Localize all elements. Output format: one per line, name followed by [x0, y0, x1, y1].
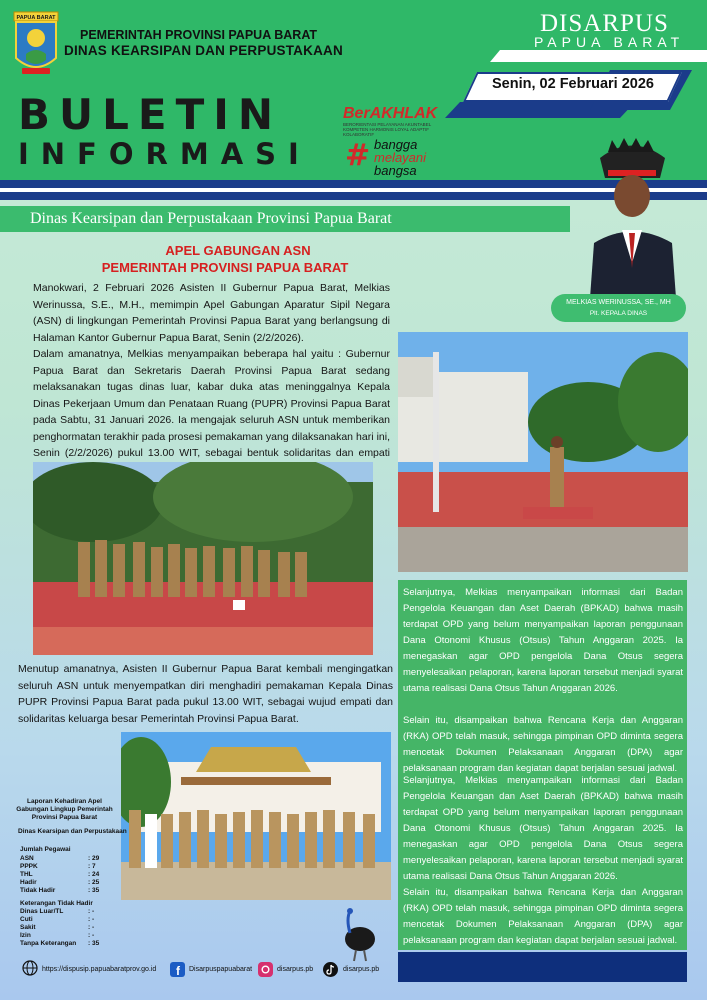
papua-barat-emblem-logo — [12, 10, 60, 80]
website-link[interactable]: https://dispusip.papuabaratprov.go.id — [42, 966, 157, 973]
article-headline-line2: PEMERINTAH PROVINSI PAPUA BARAT — [101, 260, 349, 275]
ceremony-group-photo — [33, 462, 373, 655]
footer-accent-bar — [398, 952, 687, 982]
report-label: Tidak Hadir — [20, 887, 56, 894]
article-paragraph: Manokwari, 2 Februari 2026 Asisten II Gubernur Papua Barat, Melkias Werinussa, S.E., M.H., memimpin Apel Gabungan Aparatur Sipil Negara (ASN) di lingkungan Pemerintah Provinsi Papua Barat yang berlangsung di Halaman Kantor Gubernur Papua Barat, Senin (2/2/2026). — [33, 282, 390, 344]
report-label: Cuti — [20, 916, 33, 923]
report-absence-header: Keterangan Tidak Hadir — [20, 900, 93, 907]
report-value: : - — [88, 924, 95, 931]
instagram-icon — [258, 962, 273, 977]
report-value: : 35 — [88, 940, 100, 947]
report-value: : - — [88, 916, 95, 923]
report-value: : 25 — [88, 879, 100, 886]
report-value: : 24 — [88, 871, 100, 878]
report-label: Izin — [20, 932, 31, 939]
report-label: Dinas Luar/TL — [20, 908, 64, 915]
info-paragraph: Selain itu, disampaikan bahwa Rencana Kerja dan Anggaran (RKA) OPD telah masuk, sehingga pimpinan OPD diminta segera mencetak Dokumen Pelaksanaan Anggaran (DPA) agar pelaksanaan program dan kegiatan dapat berjalan sesuai jadwal. — [403, 715, 683, 774]
tiktok-icon — [323, 962, 338, 977]
brand-disarpus: DISARPUS — [540, 10, 669, 37]
report-label: Hadir — [20, 879, 37, 886]
bmb-word-melayani: melayani — [374, 150, 427, 165]
report-value: : 35 — [88, 887, 100, 894]
report-title-line1: Laporan Kehadiran Apel — [27, 798, 102, 805]
subtitle: Dinas Kearsipan dan Perpustakaan Provinsi Papua Barat — [30, 210, 392, 227]
official-name: MELKIAS WERINUSSA, SE., MH — [566, 299, 671, 306]
bulletin-title-line1: BULETIN — [18, 90, 282, 139]
article-headline-line1: APEL GABUNGAN ASN — [165, 243, 311, 258]
bulletin-title-line2: INFORMASI — [18, 137, 311, 171]
bangga-melayani-hash-icon: # — [345, 138, 371, 173]
agency-name: DINAS KEARSIPAN DAN PERPUSTAKAAN — [64, 43, 343, 58]
report-count-header: Jumlah Pegawai — [20, 846, 71, 853]
tiktok-link[interactable]: disarpus.pb — [343, 966, 380, 973]
report-label: Tanpa Keterangan — [20, 940, 77, 947]
report-value: : 29 — [88, 855, 100, 862]
official-title: Plt. KEPALA DINAS — [589, 310, 648, 317]
report-label: ASN — [20, 855, 34, 862]
article-paragraph: Dalam amanatnya, Melkias menyampaikan beberapa hal yaitu : Gubernur Papua Barat dan Sekretaris Daerah Provinsi Papua Barat sedang melaksanakan tugas dinas luar, kabar duka atas meninggalnya Kepala Dinas Pekerjaan Umum dan Penataan Ruang (PUPR) Provinsi Papua Barat pada Sabtu, 31 Januari 2026. Ia mengajak seluruh ASN untuk memberikan penghormatan terakhir pada prosesi pemakaman yang dilaksanakan hari ini, Senin (2/2/2026) pukul 13.00 WIT, sebagai bentuk solidaritas dan empati — [33, 348, 390, 459]
bmb-word-bangsa: bangsa — [374, 163, 417, 178]
report-agency: Dinas Kearsipan dan Perpustakaan — [18, 828, 127, 835]
report-label: THL — [20, 871, 33, 878]
bmb-word-bangga: bangga — [374, 137, 418, 152]
issue-date: Senin, 02 Februari 2026 — [492, 76, 654, 92]
svg-text:f: f — [176, 964, 180, 977]
report-title-line3: Provinsi Papua Barat — [31, 814, 98, 821]
facebook-link[interactable]: Disarpuspapuabarat — [189, 966, 253, 973]
report-value: : 7 — [88, 863, 96, 870]
government-name: PEMERINTAH PROVINSI PAPUA BARAT — [80, 28, 318, 42]
speaker-podium-photo — [398, 332, 688, 572]
report-label: Sakit — [20, 924, 36, 931]
staff-group-photo — [121, 732, 391, 900]
report-title-line2: Gabungan Lingkup Pemerintah — [16, 806, 113, 813]
info-paragraph: Selain itu, disampaikan bahwa Rencana Kerja dan Anggaran (RKA) OPD telah masuk, sehingga pimpinan OPD diminta segera mencetak Dokumen Pelaksanaan Anggaran (DPA) agar pelaksanaan program dan kegiatan dapat berjalan sesuai jadwal. — [403, 887, 683, 946]
instagram-link[interactable]: disarpus.pb — [277, 966, 314, 973]
brand-papua-barat: PAPUA BARAT — [534, 34, 685, 50]
report-value: : - — [88, 932, 95, 939]
globe-icon — [22, 960, 38, 976]
berakhlak-tagline: BERORIENTASI PELAYANAN AKUNTABEL KOMPETEN HARMONIS LOYAL ADAPTIF KOLABORATIF — [343, 122, 432, 137]
official-portrait — [580, 138, 685, 298]
report-label: PPPK — [20, 863, 38, 870]
report-value: : - — [88, 908, 95, 915]
info-paragraph: Selanjutnya, Melkias menyampaikan informasi dari Badan Pengelola Keuangan dan Aset Daerah (BPKAD) bahwa masih terdapat OPD yang belum menyampaikan laporan penggunaan Dana Otonomi Khusus (Otsus) Tahun Anggaran 2025. Ia menegaskan agar OPD pengelola Dana Otsus segera menyelesaikan pelaporan, karena laporan tersebut menjadi syarat utama realisasi Dana Otsus Tahun Anggaran 2026. — [403, 587, 683, 694]
info-paragraph: Selanjutnya, Melkias menyampaikan informasi dari Badan Pengelola Keuangan dan Aset Daerah (BPKAD) bahwa masih terdapat OPD yang belum menyampaikan laporan penggunaan Dana Otonomi Khusus (Otsus) Tahun Anggaran 2025. Ia menegaskan agar OPD pengelola Dana Otsus segera menyelesaikan pelaporan, karena laporan tersebut menjadi syarat utama realisasi Dana Otsus Tahun Anggaran 2026. — [403, 775, 683, 882]
facebook-icon — [170, 962, 185, 977]
berakhlak-logo: BerAKHLAK — [343, 105, 438, 122]
logo-label: PAPUA BARAT — [16, 15, 56, 21]
article-paragraph: Menutup amanatnya, Asisten II Gubernur Papua Barat kembali mengingatkan seluruh ASN untuk menyempatkan diri menghadiri pemakaman Kepala Dinas PUPR Provinsi Papua Barat pada pukul 13.00 WIT, sebagai wujud empati dan solidaritas keluarga besar Pemerintah Provinsi Papua Barat. — [18, 663, 393, 725]
cassowary-icon — [340, 905, 382, 963]
